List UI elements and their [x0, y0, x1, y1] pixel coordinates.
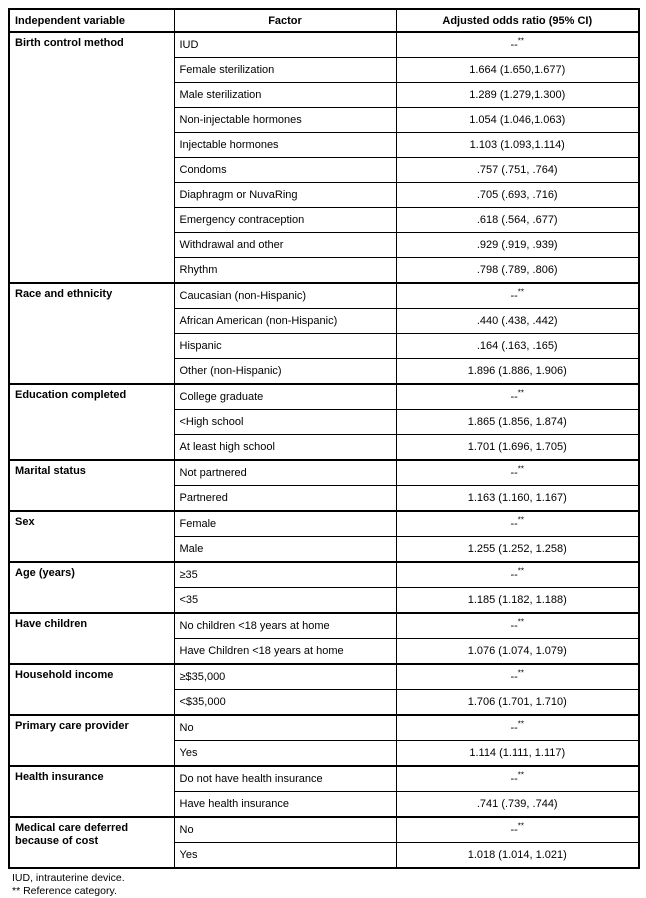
header-independent-variable: Independent variable — [9, 9, 174, 32]
factor-cell: Non-injectable hormones — [174, 108, 396, 133]
odds-ratio-cell: --** — [396, 817, 639, 843]
odds-ratio-cell: 1.706 (1.701, 1.710) — [396, 690, 639, 716]
odds-ratio-cell: --** — [396, 283, 639, 309]
independent-variable-cell: Have children — [9, 613, 174, 664]
factor-cell: African American (non-Hispanic) — [174, 309, 396, 334]
factor-cell: Rhythm — [174, 258, 396, 284]
independent-variable-cell: Education completed — [9, 384, 174, 460]
reference-marker: ** — [517, 515, 525, 525]
reference-marker: ** — [517, 668, 525, 678]
odds-ratio-cell: .618 (.564, .677) — [396, 208, 639, 233]
odds-ratio-cell: --** — [396, 460, 639, 486]
table-row — [9, 511, 639, 537]
factor-cell: Emergency contraception — [174, 208, 396, 233]
odds-ratio-cell: 1.076 (1.074, 1.079) — [396, 639, 639, 665]
factor-cell: Hispanic — [174, 334, 396, 359]
factor-cell: Female — [174, 511, 396, 537]
odds-ratio-cell: .757 (.751, .764) — [396, 158, 639, 183]
factor-cell: At least high school — [174, 435, 396, 461]
factor-cell: Diaphragm or NuvaRing — [174, 183, 396, 208]
factor-cell: ≥35 — [174, 562, 396, 588]
odds-ratio-cell: 1.103 (1.093,1.114) — [396, 133, 639, 158]
header-factor: Factor — [174, 9, 396, 32]
factor-cell: Male sterilization — [174, 83, 396, 108]
footnote-reference-category: ** Reference category. — [12, 885, 117, 897]
table-row — [9, 562, 639, 588]
factor-cell: IUD — [174, 32, 396, 58]
independent-variable-cell: Marital status — [9, 460, 174, 511]
odds-ratio-cell: .741 (.739, .744) — [396, 792, 639, 818]
odds-ratio-cell: --** — [396, 664, 639, 690]
odds-ratio-cell: --** — [396, 511, 639, 537]
odds-ratio-cell: 1.054 (1.046,1.063) — [396, 108, 639, 133]
independent-variable-cell: Birth control method — [9, 32, 174, 283]
independent-variable-cell: Primary care provider — [9, 715, 174, 766]
table-row — [9, 817, 639, 843]
independent-variable-cell: Sex — [9, 511, 174, 562]
table-row — [9, 613, 639, 639]
footnotes — [12, 872, 638, 898]
reference-marker: ** — [517, 464, 525, 474]
odds-ratio-cell: 1.185 (1.182, 1.188) — [396, 588, 639, 614]
factor-cell: <35 — [174, 588, 396, 614]
odds-ratio-cell: .798 (.789, .806) — [396, 258, 639, 284]
factor-cell: Yes — [174, 741, 396, 767]
independent-variable-cell: Race and ethnicity — [9, 283, 174, 384]
factor-cell: Female sterilization — [174, 58, 396, 83]
odds-ratio-cell: 1.255 (1.252, 1.258) — [396, 537, 639, 563]
reference-marker: ** — [517, 287, 525, 297]
odds-ratio-cell: --** — [396, 562, 639, 588]
table-body — [9, 32, 639, 868]
factor-cell: <$35,000 — [174, 690, 396, 716]
odds-ratio-cell: .164 (.163, .165) — [396, 334, 639, 359]
odds-ratio-cell: --** — [396, 613, 639, 639]
independent-variable-cell: Age (years) — [9, 562, 174, 613]
table-row — [9, 283, 639, 309]
odds-ratio-cell: .929 (.919, .939) — [396, 233, 639, 258]
reference-marker: ** — [517, 566, 525, 576]
reference-marker: ** — [517, 770, 525, 780]
independent-variable-cell: Medical care deferred because of cost — [9, 817, 174, 868]
factor-cell: Yes — [174, 843, 396, 869]
odds-ratio-cell: 1.701 (1.696, 1.705) — [396, 435, 639, 461]
table-row — [9, 664, 639, 690]
odds-ratio-cell: 1.289 (1.279,1.300) — [396, 83, 639, 108]
odds-ratio-cell: --** — [396, 32, 639, 58]
odds-ratio-cell: 1.664 (1.650,1.677) — [396, 58, 639, 83]
odds-ratio-cell: --** — [396, 715, 639, 741]
odds-ratio-cell: 1.896 (1.886, 1.906) — [396, 359, 639, 385]
reference-marker: ** — [517, 617, 525, 627]
factor-cell: Do not have health insurance — [174, 766, 396, 792]
table-row — [9, 384, 639, 410]
reference-marker: ** — [517, 36, 525, 46]
table-row — [9, 460, 639, 486]
factor-cell: ≥$35,000 — [174, 664, 396, 690]
reference-marker: ** — [517, 388, 525, 398]
factor-cell: Have health insurance — [174, 792, 396, 818]
factor-cell: College graduate — [174, 384, 396, 410]
table-row — [9, 715, 639, 741]
factor-cell: Male — [174, 537, 396, 563]
factor-cell: Condoms — [174, 158, 396, 183]
factor-cell: No children <18 years at home — [174, 613, 396, 639]
odds-ratio-cell: .705 (.693, .716) — [396, 183, 639, 208]
reference-marker: ** — [517, 719, 525, 729]
factor-cell: Injectable hormones — [174, 133, 396, 158]
factor-cell: No — [174, 817, 396, 843]
independent-variable-cell: Health insurance — [9, 766, 174, 817]
factor-cell: Caucasian (non-Hispanic) — [174, 283, 396, 309]
factor-cell: <High school — [174, 410, 396, 435]
odds-ratio-cell: --** — [396, 384, 639, 410]
odds-ratio-cell: 1.163 (1.160, 1.167) — [396, 486, 639, 512]
odds-ratio-table — [8, 8, 640, 869]
header-row — [9, 9, 639, 32]
table-row — [9, 766, 639, 792]
factor-cell: Have Children <18 years at home — [174, 639, 396, 665]
factor-cell: Withdrawal and other — [174, 233, 396, 258]
table-row — [9, 32, 639, 58]
odds-ratio-cell: 1.018 (1.014, 1.021) — [396, 843, 639, 869]
header-odds-ratio: Adjusted odds ratio (95% CI) — [396, 9, 639, 32]
footnote-iud: IUD, intrauterine device. — [12, 872, 125, 884]
factor-cell: No — [174, 715, 396, 741]
odds-ratio-cell: --** — [396, 766, 639, 792]
odds-ratio-cell: 1.114 (1.111, 1.117) — [396, 741, 639, 767]
factor-cell: Partnered — [174, 486, 396, 512]
reference-marker: ** — [517, 821, 525, 831]
odds-ratio-cell: .440 (.438, .442) — [396, 309, 639, 334]
factor-cell: Other (non-Hispanic) — [174, 359, 396, 385]
odds-ratio-cell: 1.865 (1.856, 1.874) — [396, 410, 639, 435]
table-header — [9, 9, 639, 32]
factor-cell: Not partnered — [174, 460, 396, 486]
independent-variable-cell: Household income — [9, 664, 174, 715]
